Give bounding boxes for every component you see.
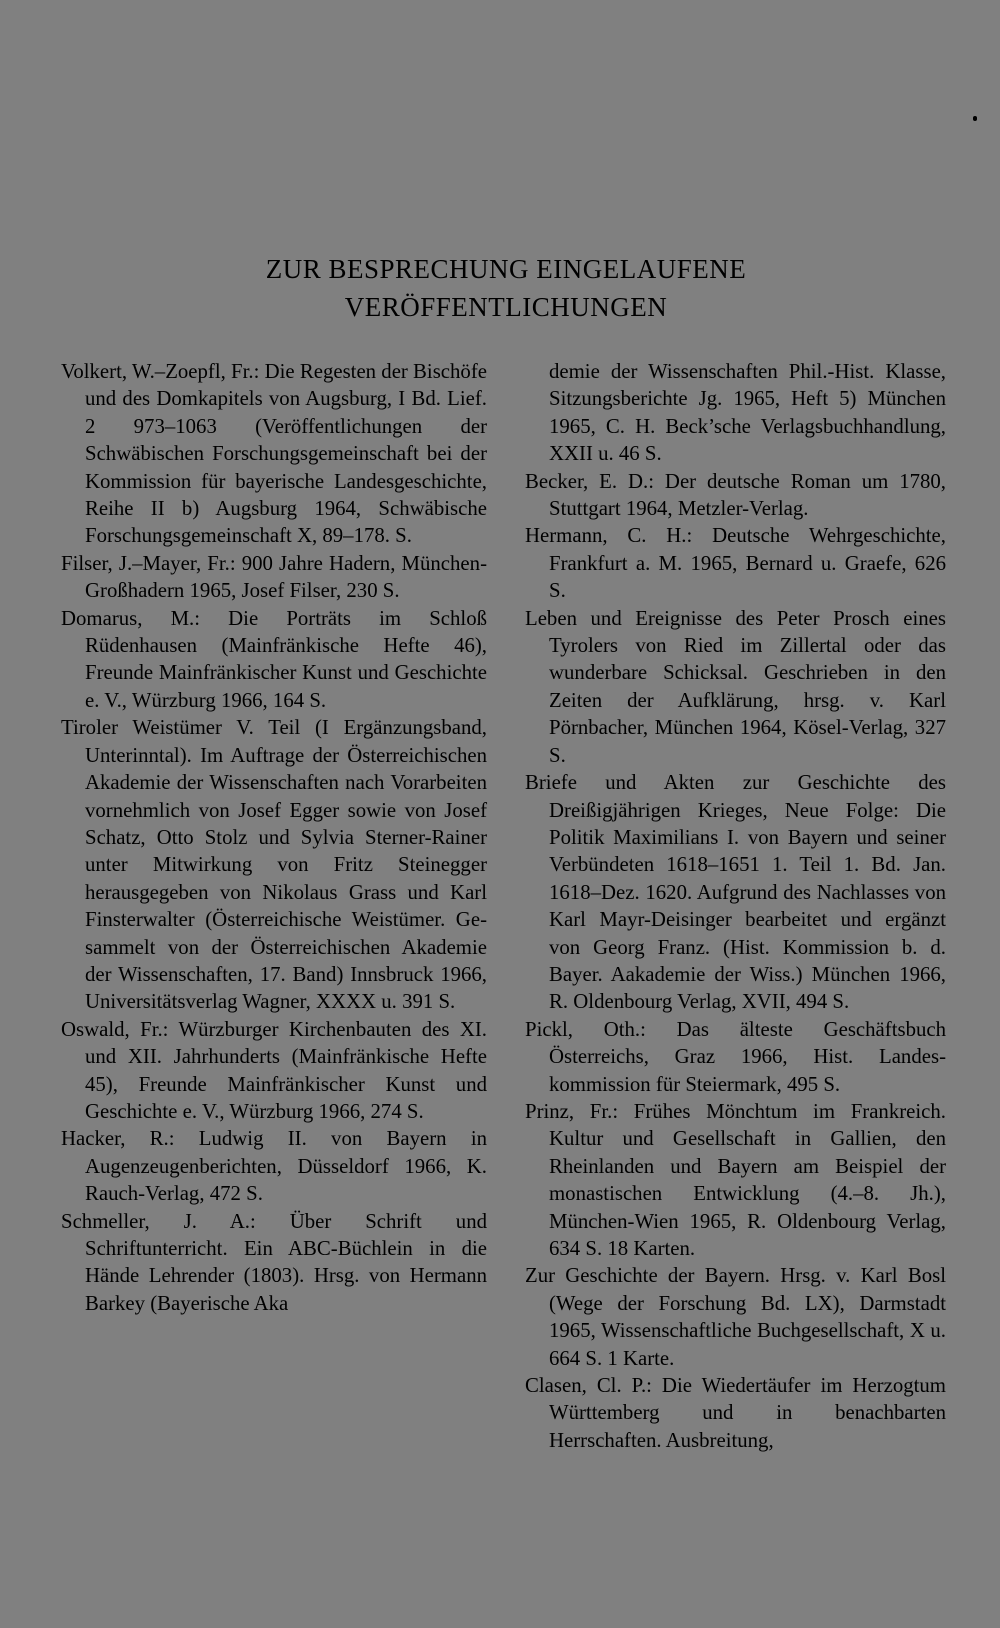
bibliography-entry: Briefe und Akten zur Geschichte des Dreißigjährigen Krieges, Neue Folge: Die Politik Maximilians I. von Bayern und seiner Verbündeten 1618–1651 1. Teil 1. Bd. Jan. 1618–Dez. 1620. Aufgrund des Nachlasses von Karl Mayr-Deisinger bearbeitet und ergänzt von Georg Franz. (Hist. Kommission b. d. Bayer. Aakademie der Wiss.) München 1966, R. Oldenbourg Verlag, XVII, 494 S.: [525, 771, 946, 1014]
bibliography-entry: Prinz, Fr.: Frühes Mönchtum im Frankreich. Kultur und Gesellschaft in Gallien, den Rheinlanden und Bayern am Beispiel der monastischen Entwicklung (4.–8. Jh.), München-Wien 1965, R. Oldenbourg Verlag, 634 S. 18 Karten.: [525, 1099, 946, 1260]
bibliography-entry: Hermann, C. H.: Deutsche Wehrgeschichte, Frankfurt a. M. 1965, Bernard u. Graefe, 626 S.: [525, 524, 946, 603]
bibliography-entry: Hacker, R.: Ludwig II. von Bayern in Augenzeugenberichten, Düsseldorf 1966, K. Rauch-Verlag, 472 S.: [61, 1127, 487, 1206]
bibliography-entry: Oswald, Fr.: Würzburger Kirchenbauten des XI. und XII. Jahrhunderts (Mainfränkische Hefte 45), Freunde Mainfränkischer Kunst und Geschichte e. V., Würzburg 1966, 274 S.: [61, 1017, 487, 1123]
bibliography-entry: Domarus, M.: Die Porträts im Schloß Rüdenhausen (Mainfränkische Hefte 46), Freunde Mainfränkischer Kunst und Geschichte e. V., Würzburg 1966, 164 S.: [61, 606, 487, 712]
bibliography-entry: Leben und Ereignisse des Peter Prosch eines Tyrolers von Ried im Zillertal oder das wunderbare Schicksal. Geschrieben in den Zeiten der Aufklärung, hrsg. v. Karl Pörnbacher, München 1964, Kösel-Verlag, 327 S.: [525, 606, 946, 767]
right-column: [525, 358, 946, 1454]
bibliography-entry: Clasen, Cl. P.: Die Wiedertäufer im Herzogtum Württemberg und in benachbarten Herrschaften. Ausbreitung,: [525, 1374, 946, 1452]
bibliography-entry: Becker, E. D.: Der deutsche Roman um 1780, Stuttgart 1964, Metzler-Verlag.: [525, 469, 946, 521]
page-title-line-2: VERÖFFENTLICHUNGEN: [344, 292, 668, 322]
page-title: [0, 250, 1000, 326]
bibliography-entry: Tiroler Weistümer V. Teil (I Ergänzungsband, Unterinntal). Im Auftrage der Österreichischen Akademie der Wissenschaften nach Vorarbeiten vornehmlich von Josef Egger sowie von Josef Schatz, Otto Stolz und Sylvia Sterner-Rainer unter Mitwirkung von Fritz Steinegger herausgegeben von Nikolaus Grass und Karl Finsterwalter (Österreichische Weistümer. Gesammelt von der Österreichischen Akademie der Wissenschaften, 17. Band) Innsbruck 1966, Universitätsverlag Wagner, XXXX u. 391 S.: [61, 716, 487, 1014]
left-column: [61, 358, 487, 1317]
speck-mark: [973, 116, 977, 121]
page-title-line-1: ZUR BESPRECHUNG EINGELAUFENE: [265, 254, 747, 284]
bibliography-entry: Schmeller, J. A.: Über Schrift und Schriftunterricht. Ein ABC-Büchlein in die Hände Lehrender (1803). Hrsg. von Hermann Barkey (Bayerische Aka: [61, 1209, 487, 1315]
bibliography-entry: Zur Geschichte der Bayern. Hrsg. v. Karl Bosl (Wege der Forschung Bd. LX), Darmstadt 1965, Wissenschaftliche Buchgesellschaft, X u. 664 S. 1 Karte.: [525, 1264, 946, 1370]
bibliography-entry: Volkert, W.–Zoepfl, Fr.: Die Regesten der Bischöfe und des Domkapitels von Augsburg, I Bd. Lief. 2 973–1063 (Veröffentlichungen der Schwäbischen Forschungsgemeinschaft bei der Kommission für bayerische Landesgeschichte, Reihe II b) Augsburg 1964, Schwäbische Forschungsgemeinschaft X, 89–178. S.: [61, 360, 487, 548]
bibliography-entry: Pickl, Oth.: Das älteste Geschäftsbuch Österreichs, Graz 1966, Hist. Landeskommission für Steiermark, 495 S.: [525, 1017, 946, 1096]
bibliography-entry-continued: demie der Wissenschaften Phil.-Hist. Klasse, Sitzungsberichte Jg. 1965, Heft 5) München 1965, C. H. Beck’sche Verlagsbuchhandlung, XXII u. 46 S.: [549, 360, 946, 466]
bibliography-entry: Filser, J.–Mayer, Fr.: 900 Jahre Hadern, München-Großhadern 1965, Josef Filser, 230 S.: [61, 551, 487, 603]
